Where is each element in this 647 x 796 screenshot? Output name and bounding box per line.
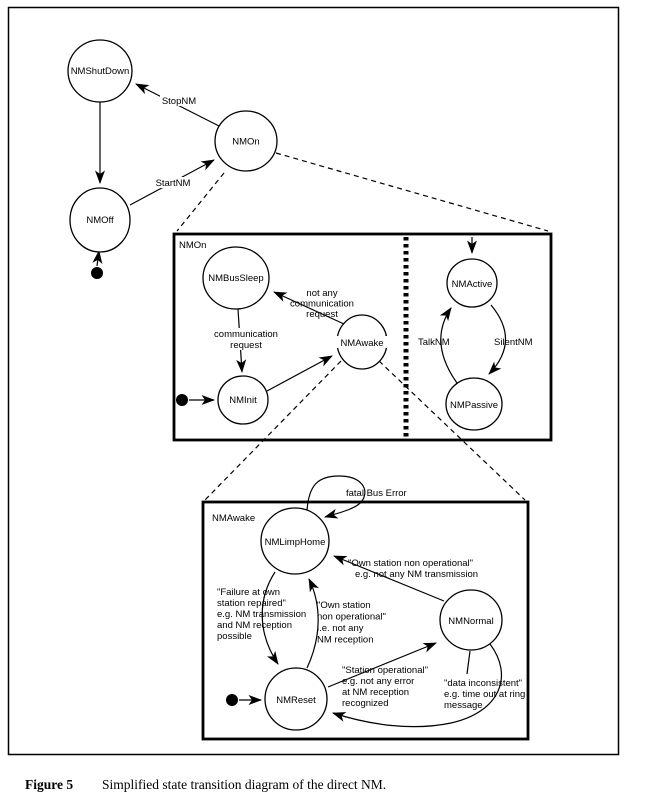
label-comm-request-2: request [230, 340, 262, 351]
state-nminit-label: NMInit [229, 395, 257, 406]
transition-silentnm-label: SilentNM [494, 337, 533, 348]
label-station-operational-3: at NM reception [342, 687, 410, 698]
state-nmnormal-label: NMNormal [448, 616, 494, 627]
initial-state-dot-nmon [176, 394, 188, 406]
label-failure-repaired-3: e.g. NM transmission [217, 609, 307, 620]
state-nmawake-label: NMAwake [340, 338, 384, 349]
state-nmpassive-label: NMPassive [449, 400, 499, 411]
zoom-dash-awake-left [205, 361, 341, 500]
transition-init-to-awake-arrow [267, 356, 332, 391]
transition-startnm-label: StartNM [155, 178, 191, 189]
label-own-station-no-reception-4: NM reception [317, 634, 374, 646]
zoom-dash-right [276, 153, 548, 231]
label-failure-repaired-2: station repaired" [217, 598, 286, 609]
label-not-any-comm-3: request [306, 309, 338, 320]
label-station-operational-1: "Station operational" [342, 665, 428, 676]
label-own-station-no-reception-3: i.e. not any [317, 623, 364, 634]
nmawake-box-title: NMAwake [212, 513, 256, 524]
figure-caption-number: Figure 5 [25, 777, 74, 792]
initial-arrow-top [97, 251, 99, 266]
state-nmlimphome-label: NMLimpHome [264, 537, 326, 548]
label-not-any-comm-2: communication [290, 298, 354, 310]
zoom-dash-awake-right [379, 361, 525, 500]
label-data-inconsistent-2: e.g. time out at ring [444, 689, 526, 700]
transition-stopnm-label: StopNM [161, 96, 197, 107]
label-own-station-no-transmission-2: e.g. not any NM transmission [355, 569, 479, 580]
label-comm-request-1: communication [214, 329, 278, 340]
figure-caption-text: Simplified state transition diagram of the direct NM. [102, 777, 387, 792]
state-nmshutdown-label: NMShutDown [70, 66, 130, 77]
label-not-any-comm-1: not any [306, 288, 338, 299]
state-nmoff-label: NMOff [86, 215, 114, 226]
label-own-station-no-reception-2: non operational" [317, 611, 386, 623]
state-nmbussleep-label: NMBusSleep [208, 273, 264, 284]
label-failure-repaired-5: possible [217, 631, 252, 642]
initial-state-dot-top [91, 267, 103, 279]
label-own-station-no-reception-1: "Own station [317, 600, 371, 611]
state-nmon-label: NMOn [232, 136, 260, 148]
label-station-operational-2: e.g. not any error [342, 676, 415, 687]
label-station-operational-4: recognized [342, 698, 389, 709]
data-inconsistent-label-connector [467, 651, 470, 674]
transition-talknm-label: TalkNM [418, 337, 450, 348]
state-nmactive-label: NMActive [451, 279, 493, 290]
state-nmreset-label: NMReset [276, 695, 316, 706]
label-own-station-no-transmission-1: "Own station non operational" [348, 558, 474, 569]
label-data-inconsistent-1: "data inconsistent" [444, 678, 523, 689]
label-failure-repaired-1: "Failure at own [217, 587, 281, 598]
nmon-box-title: NMOn [179, 240, 207, 251]
initial-state-dot-nmawake [226, 694, 238, 706]
label-data-inconsistent-3: message [444, 700, 483, 711]
label-failure-repaired-4: and NM reception [217, 620, 292, 631]
transition-fatal-bus-error-label: fatal Bus Error [346, 488, 407, 499]
